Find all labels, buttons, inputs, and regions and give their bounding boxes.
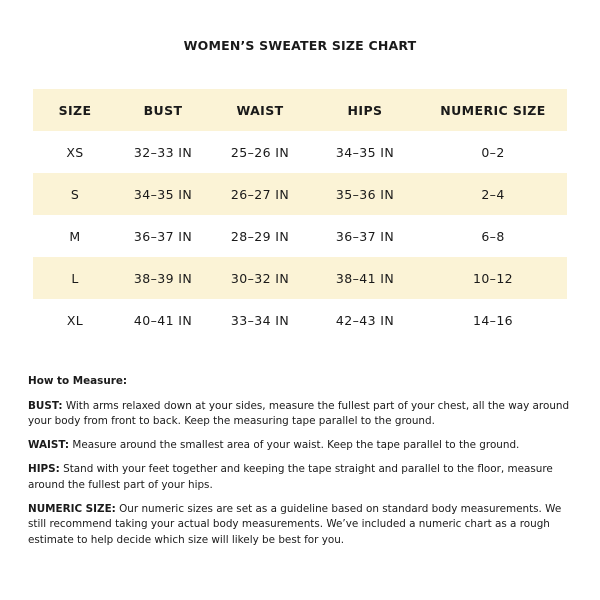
numeric-size-instruction (28, 502, 574, 549)
column-header-waist: WAIST (209, 89, 311, 131)
cell-bust: 38–39 IN (117, 257, 209, 299)
column-header-numeric-size: NUMERIC SIZE (419, 89, 567, 131)
hips-instruction (28, 462, 574, 493)
cell-hips: 34–35 IN (335, 144, 395, 160)
cell-hips: 36–37 IN (335, 228, 395, 244)
table-header-row (33, 89, 567, 131)
cell-numeric-size: 2–4 (419, 173, 567, 215)
hips-term: HIPS: (28, 463, 60, 475)
cell-waist: 26–27 IN (209, 173, 311, 215)
cell-bust: 34–35 IN (117, 173, 209, 215)
table-row (33, 131, 567, 173)
cell-hips: 42–43 IN (335, 312, 395, 328)
waist-term: WAIST: (28, 439, 70, 451)
cell-numeric-size: 10–12 (419, 257, 567, 299)
column-header-hips: HIPS (311, 89, 419, 131)
bust-term: BUST: (28, 399, 63, 412)
cell-waist: 28–29 IN (230, 228, 290, 244)
table-row (33, 215, 567, 257)
cell-waist: 30–32 IN (209, 257, 311, 299)
measure-instructions (28, 374, 574, 557)
cell-bust: 36–37 IN (133, 228, 193, 244)
hips-text: Stand with your feet together and keeping the tape straight and parallel to the floor, measure around the fullest part of your hips. (28, 463, 553, 491)
cell-numeric-size: 0–2 (481, 144, 505, 160)
table-row (33, 173, 567, 215)
measure-heading: How to Measure: (28, 375, 128, 387)
cell-numeric-size: 6–8 (481, 228, 505, 244)
cell-waist: 25–26 IN (230, 144, 290, 160)
bust-text: With arms relaxed down at your sides, measure the fullest part of your chest, all the way around your body from front to back. Keep the measuring tape parallel to the ground. (28, 399, 570, 427)
table-row (33, 299, 567, 341)
cell-size: M (69, 228, 81, 244)
bust-instruction (28, 399, 574, 430)
cell-bust: 32–33 IN (133, 144, 193, 160)
cell-waist: 33–34 IN (230, 312, 290, 328)
cell-size: XS (66, 144, 84, 160)
cell-hips: 38–41 IN (311, 257, 419, 299)
table-row (33, 257, 567, 299)
page-title: WOMEN’S SWEATER SIZE CHART (183, 38, 417, 53)
numeric-size-text: Our numeric sizes are set as a guideline based on standard body measurements. We still recommend taking your actual body measurements. We’ve included a numeric chart as a rough estimate to help decide which size will likely be best for you. (28, 502, 562, 546)
cell-hips: 35–36 IN (311, 173, 419, 215)
waist-instruction (28, 438, 574, 454)
cell-size: L (33, 257, 117, 299)
column-header-bust: BUST (117, 89, 209, 131)
cell-bust: 40–41 IN (133, 312, 193, 328)
waist-text: Measure around the smallest area of your waist. Keep the tape parallel to the ground. (69, 439, 520, 451)
cell-numeric-size: 14–16 (472, 312, 514, 328)
numeric-size-term: NUMERIC SIZE: (28, 502, 116, 515)
column-header-size: SIZE (33, 89, 117, 131)
cell-size: S (33, 173, 117, 215)
cell-size: XL (66, 312, 84, 328)
size-table (33, 89, 567, 341)
